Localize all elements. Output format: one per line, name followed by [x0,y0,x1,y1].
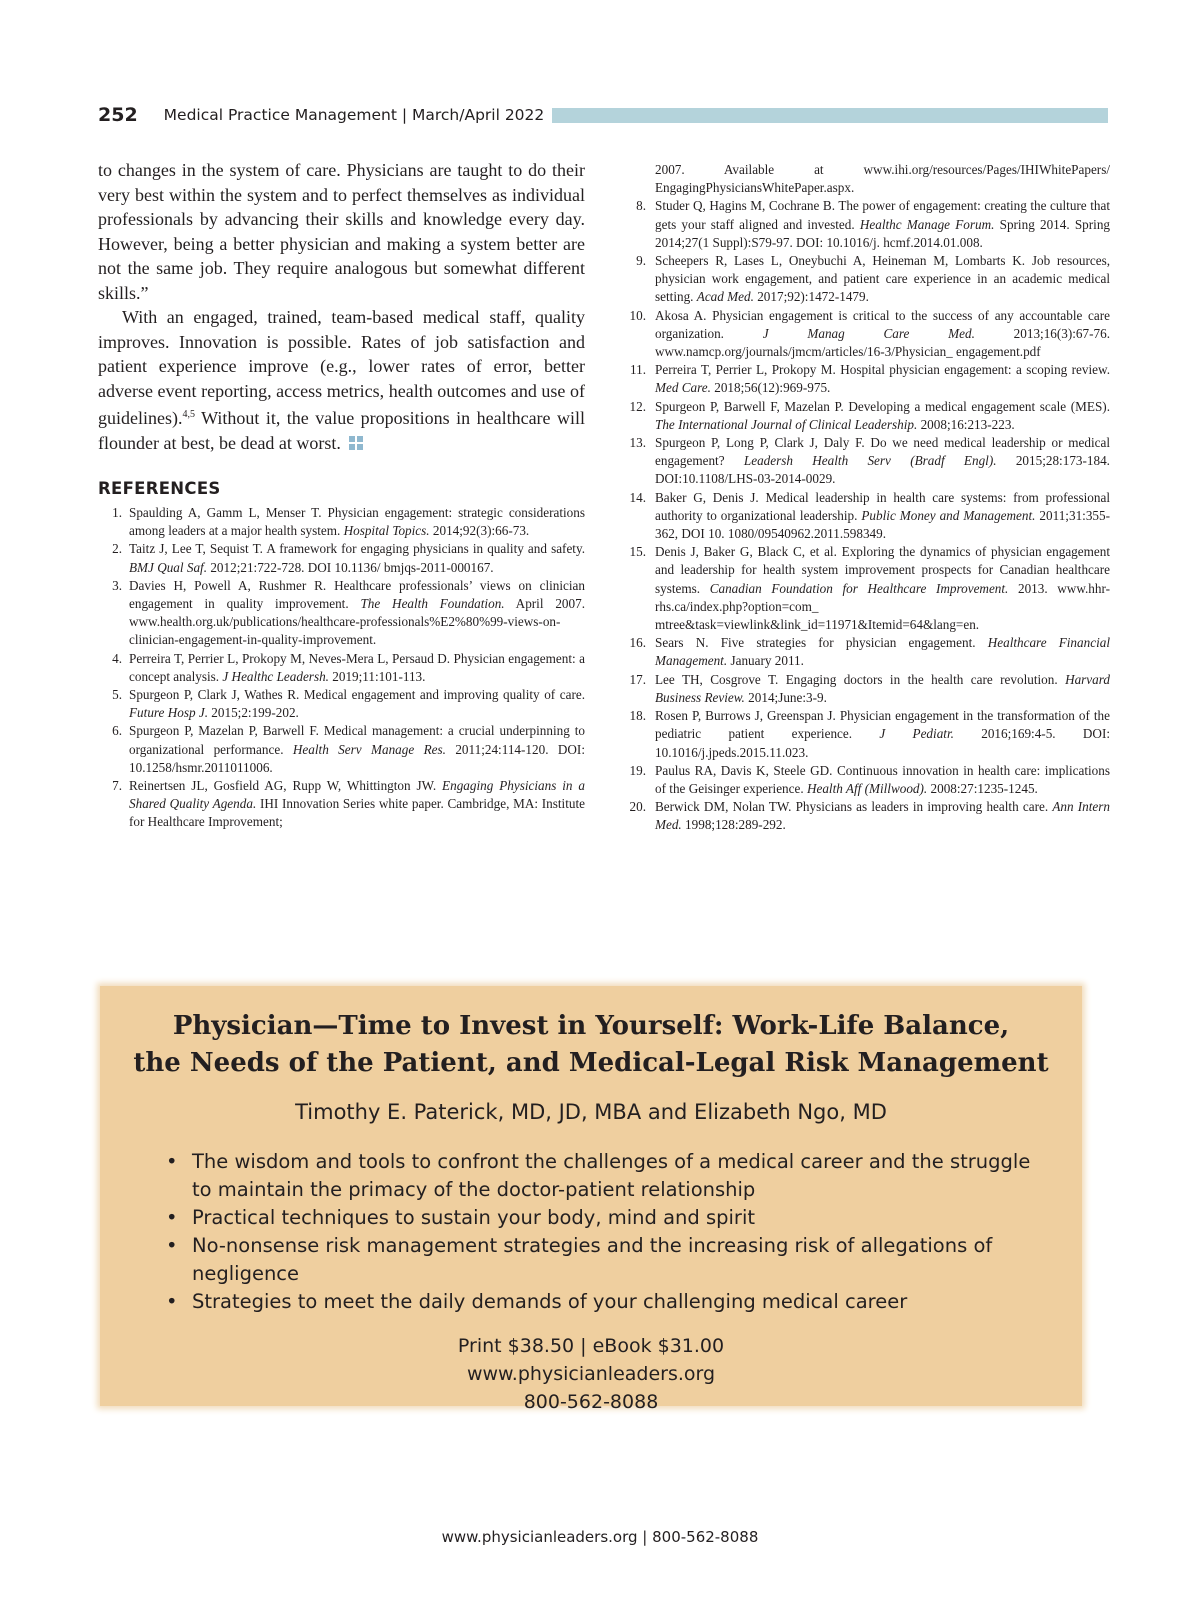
ad-bullet-text: Strategies to meet the daily demands of your challenging medical career [192,1290,908,1313]
reference-details: 2012;21:722-728. DOI 10.1136/ bmjqs-2011-000167. [207,559,494,575]
ad-bullet-list [162,1148,1052,1316]
reference-source: BMJ Qual Saf. [129,559,208,575]
reference-item [98,650,585,686]
ad-phone: 800-562-8088 [523,1391,659,1413]
reference-source: Healthc Manage Forum. [859,216,995,232]
reference-item [622,707,1110,762]
bullet-icon: • [166,1206,178,1229]
reference-text: Spurgeon P, Clark J, Wathes R. Medical engagement and improving quality of care. [129,687,585,703]
reference-number: 7. [112,778,122,794]
body-paragraph-1: to changes in the system of care. Physicians are taught to do their very best within the system and to perfect themselves as individual professionals by advancing their skills and knowledge every day. However, being a better physician and making a system better are not the same job. They require analogous but somewhat different skills.” [98,160,585,303]
reference-details: 2017;92):1472-1479. [753,289,869,305]
reference-details: April 2007. www.health.org.uk/publications/healthcare-professionals%E2%80%99-views-on-clinician-engagement-in-quality-improvement. [129,596,585,648]
reference-details: 2013. www.hhr-rhs.ca/index.php?option=com_ mtree&task=viewlink&link_id=11971&Itemid=64&lang=en. [655,580,1110,633]
reference-number: 17. [629,671,646,687]
reference-item [98,686,585,722]
reference-text: Rosen P, Burrows J, Greenspan J. Physician engagement in the transformation of the pediatric patient experience. [655,708,1110,742]
reference-details: 2011;31:355-362, DOI 10. 1080/09540962.2011.598349. [655,507,1110,542]
left-column [98,158,585,832]
reference-details: 2008:27:1235-1245. [927,780,1038,796]
reference-number: 4. [112,650,122,666]
ad-title-line-2: the Needs of the Patient, and Medical-Legal Risk Management [133,1048,1049,1078]
references-heading: REFERENCES [98,479,221,498]
reference-source: Health Serv Manage Res. [292,741,446,757]
reference-text: Lee TH, Cosgrove T. Engaging doctors in the health care revolution. [655,671,1066,687]
reference-details: Spring 2014. Spring 2014;27(1 Suppl):S79-97. DOI: 10.1016/j. hcmf.2014.01.008. [655,216,1111,250]
reference-item [622,671,1110,707]
reference-number: 1. [112,505,122,520]
reference-number: 20. [629,799,646,815]
reference-number: 14. [629,489,646,505]
reference-text: Scheepers R, Lases L, Oneybuchi A, Heineman M, Lombarts K. Job resources, physician work engagement, and patient care experience in an academic medical setting. [655,253,1110,305]
reference-text: Sears N. Five strategies for physician engagement. [655,635,988,651]
ad-title [100,1008,1082,1082]
reference-number: 13. [629,435,646,451]
reference-number: 10. [629,307,646,323]
reference-source: Hospital Topics. [343,523,430,539]
reference-text: Perreira T, Perrier L, Prokopy M. Hospital physician engagement: a scoping review. [655,362,1110,378]
ad-bullet-text: No-nonsense risk management strategies and the increasing risk of allegations of negligence [192,1234,993,1285]
reference-details: 2019;11:101-113. [328,668,426,684]
reference-number: 12. [629,398,646,414]
reference-item [98,577,585,650]
reference-number: 9. [636,253,646,269]
ad-price: Print $38.50 | eBook $31.00 [457,1335,725,1357]
reference-item [622,543,1110,634]
reference-source: J Healthc Leadersh. [222,668,329,684]
reference-text: Davies H, Powell A, Rushmer R. Healthcare professionals’ views on clinician engagement in quality improvement. [129,577,585,612]
reference-source: The International Journal of Clinical Leadership. [655,416,918,432]
reference-source: Future Hosp J. [129,705,208,721]
reference-details: January 2011. [727,653,804,669]
body-paragraph-2 [98,305,585,455]
reference-text: Spurgeon P, Mazelan P, Barwell F. Medical management: a crucial underpinning to organizational performance. [129,723,585,757]
body-paragraph-2-text: With an engaged, trained, team-based medical staff, quality improves. Innovation is possible. Rates of job satisfaction and patient experience improve (e.g., lower rates of error, better adverse event reporting, access metrics, health outcomes and use of guidelines). [98,307,585,428]
reference-item [622,762,1110,798]
reference-source: Leadersh Health Serv (Bradf Engl). [743,453,997,469]
ad-bullet-text: The wisdom and tools to confront the challenges of a medical career and the struggle to maintain the primacy of the doctor-patient relationship [192,1150,1031,1201]
reference-number: 18. [629,708,646,724]
page-header [98,100,1108,130]
ad-authors: Timothy E. Paterick, MD, JD, MBA and Elizabeth Ngo, MD [295,1100,887,1124]
reference-text: Reinertsen JL, Gosfield AG, Rupp W, Whittington JW. [129,778,443,794]
reference-source: Harvard Business Review. [655,671,1110,705]
reference-item [622,798,1110,834]
reference-item [622,634,1110,670]
reference-source: Healthcare Financial Management. [655,635,1110,669]
reference-text: Paulus RA, Davis K, Steele GD. Continuous innovation in health care: implications of the Geisinger experience. [655,762,1110,796]
reference-details: 2016;169:4-5. DOI: 10.1016/j.jpeds.2015.11.023. [655,726,1111,760]
four-squares-icon [349,436,363,450]
reference-details: 1998;128:289-292. [681,817,786,833]
reference-number: 19. [629,762,646,778]
reference-continuation [622,161,1110,197]
bullet-icon: • [166,1234,178,1257]
ad-bullet [162,1288,1052,1316]
reference-source: Acad Med. [696,289,754,305]
ad-purchase-info [100,1332,1082,1416]
reference-number: 5. [112,687,122,703]
reference-number: 15. [629,544,646,560]
reference-details: 2015;28:173-184. DOI:10.1108/LHS-03-2014-0029. [655,453,1110,487]
reference-source: J Pediatr. [879,726,954,742]
reference-text: Akosa A. Physician engagement is critical to the success of any accountable care organization. [655,307,1110,341]
reference-item [98,722,585,777]
reference-details: 2018;56(12):969-975. [710,380,831,396]
header-accent-bar [552,108,1108,123]
reference-text: Studer Q, Hagins M, Cochrane B. The power of engagement: creating the culture that gets your staff aligned and invested. [655,198,1110,232]
reference-text: Perreira T, Perrier L, Prokopy M, Neves-Mera L, Persaud D. Physician engagement: a concept analysis. [129,650,585,684]
reference-continuation-text: 2007. Available at www.ihi.org/resources/Pages/IHIWhitePapers/ EngagingPhysiciansWhitePaper.aspx. [655,162,1110,196]
reference-text: Spurgeon P, Barwell F, Mazelan P. Developing a medical engagement scale (MES). [655,398,1110,414]
reference-source: Ann Intern Med. [655,799,1110,833]
reference-source: Public Money and Management. [861,507,1036,523]
reference-source: Engaging Physicians in a Shared Quality Agenda. [129,778,585,812]
reference-item [98,540,585,576]
references-list-right [622,161,1110,835]
book-advertisement [100,986,1082,1413]
reference-details: 2013;16(3):67-76. www.namcp.org/journals/jmcm/articles/16-3/Physician_ engagement.pdf [655,325,1110,360]
reference-item [622,434,1110,489]
reference-item [622,307,1110,362]
bullet-icon: • [166,1290,178,1313]
references-list-left [98,504,585,832]
ad-website-link[interactable]: www.physicianleaders.org [466,1363,716,1385]
reference-details: 2014;92(3):66-73. [429,523,530,539]
reference-text: Taitz J, Lee T, Sequist T. A framework for engaging physicians in quality and safety. [129,541,585,557]
reference-number: 2. [112,541,122,557]
reference-item [622,197,1110,252]
reference-source: J Manag Care Med. [762,325,975,341]
ad-title-line-1: Physician—Time to Invest in Yourself: Work-Life Balance, [172,1011,1010,1041]
ad-bullet [162,1232,1052,1288]
reference-details: 2008;16:213-223. [917,416,1015,432]
citation-superscript: 4,5 [182,409,195,420]
reference-number: 11. [630,362,646,378]
bullet-icon: • [166,1150,178,1173]
article-body [98,158,585,455]
reference-number: 16. [629,635,646,651]
reference-number: 3. [112,577,122,593]
reference-details: 2015;2:199-202. [208,705,299,721]
reference-text: Spaulding A, Gamm L, Menser T. Physician engagement: strategic considerations among leaders at a major health system. [129,505,585,539]
reference-details: 2014;June:3-9. [744,689,827,705]
reference-source: The Health Foundation. [360,596,505,612]
page-footer: www.physicianleaders.org | 800-562-8088 [441,1528,759,1546]
body-paragraph-2-end: Without it, the value propositions in healthcare will flounder at best, be dead at worst. [98,408,585,453]
reference-details: 2011;24:114-120. DOI: 10.1258/hsmr.2011011006. [129,741,585,775]
reference-item [622,361,1110,397]
reference-item [98,504,585,540]
ad-bullet [162,1204,1052,1232]
ad-bullet-text: Practical techniques to sustain your body, mind and spirit [192,1206,756,1229]
reference-source: Canadian Foundation for Healthcare Improvement. [709,580,1009,596]
reference-text: Berwick DM, Nolan TW. Physicians as leaders in improving health care. [655,799,1053,815]
right-column [622,161,1110,835]
reference-details: IHI Innovation Series white paper. Cambridge, MA: Institute for Healthcare Improvement; [129,796,585,830]
reference-item [98,777,585,832]
reference-item [622,252,1110,307]
reference-text: Denis J, Baker G, Black C, et al. Exploring the dynamics of physician engagement and leadership for health system improvement prospects for Canadian healthcare systems. [655,544,1110,596]
reference-item [622,398,1110,434]
reference-number: 6. [112,723,122,739]
reference-source: Health Aff (Millwood). [806,780,928,796]
reference-source: Med Care. [655,380,711,396]
reference-text: Baker G, Denis J. Medical leadership in health care systems: from professional authority to organizational leadership. [655,489,1110,523]
ad-bullet [162,1148,1052,1204]
reference-item [622,489,1110,544]
journal-title: Medical Practice Management | March/April 2022 [163,106,545,124]
reference-text: Spurgeon P, Long P, Clark J, Daly F. Do we need medical leadership or medical engagement? [655,435,1110,469]
reference-number: 8. [636,198,646,214]
page-number: 252 [98,104,138,126]
